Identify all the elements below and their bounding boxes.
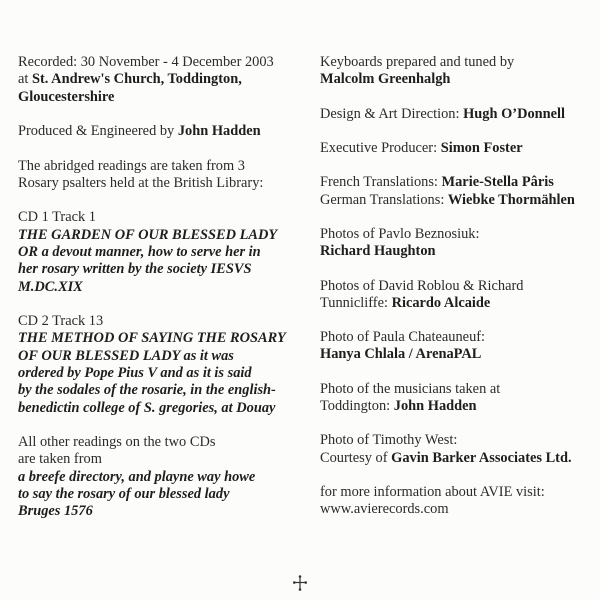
- text-line: [18, 330, 310, 347]
- credits-left-column: [18, 54, 310, 538]
- credit-block: [320, 278, 600, 312]
- credits-right-column: [320, 54, 600, 536]
- text-line: [18, 175, 310, 192]
- text-line: [320, 381, 600, 398]
- text-line: [18, 400, 310, 417]
- text-line: [320, 398, 600, 415]
- text-line: [320, 54, 600, 71]
- label-text: Courtesy of: [320, 449, 392, 466]
- label-text: Keyboards prepared and tuned by: [320, 54, 515, 70]
- label-text: Photo of Paula Chateauneuf:: [320, 329, 486, 346]
- credit-block: [18, 209, 310, 295]
- text-line: [320, 174, 600, 191]
- credit-name: Marie-Stella Pâris: [441, 174, 554, 191]
- text-line: [320, 106, 600, 123]
- text-line: [18, 348, 310, 365]
- credit-name: John Hadden: [177, 123, 261, 140]
- credit-block: [18, 313, 310, 417]
- credit-name: Richard Haughton: [320, 243, 436, 260]
- text-line: [18, 382, 310, 399]
- credit-block: [320, 140, 600, 157]
- credit-name: Gloucestershire: [18, 88, 115, 105]
- credit-block: [18, 123, 310, 140]
- label-text: Photo of the musicians taken at: [320, 380, 501, 397]
- text-line: [18, 158, 310, 175]
- text-line: [18, 279, 310, 296]
- credit-block: [18, 158, 310, 193]
- text-line: [18, 486, 310, 503]
- label-text: at: [18, 71, 32, 88]
- title-text: by the sodales of the rosarie, in the english-: [18, 382, 276, 399]
- credit-block: [320, 174, 600, 208]
- credit-block: [18, 54, 310, 106]
- title-text: benedictin college of S. gregories, at Douay: [18, 399, 276, 416]
- text-line: [18, 261, 310, 278]
- credit-name: Simon Foster: [440, 139, 523, 156]
- label-text: Executive Producer:: [320, 139, 441, 156]
- text-line: [18, 313, 310, 330]
- label-text: www.avierecords.com: [320, 501, 449, 518]
- text-line: [18, 503, 310, 520]
- label-text: German Translations:: [320, 191, 448, 208]
- title-text: OF OUR BLESSED LADY as it was: [18, 347, 234, 364]
- label-text: Photos of David Roblou & Richard: [320, 277, 524, 294]
- text-line: [320, 278, 600, 295]
- title-text: OR a devout manner, how to serve her in: [18, 243, 261, 260]
- label-text: Tunnicliffe:: [320, 294, 392, 311]
- text-line: [320, 226, 600, 243]
- text-line: [18, 123, 310, 140]
- text-line: [320, 346, 600, 363]
- label-text: The abridged readings are taken from 3: [18, 157, 245, 174]
- title-text: her rosary written by the society IESVS: [18, 261, 252, 278]
- text-line: [320, 432, 600, 449]
- text-line: [320, 192, 600, 209]
- credit-block: [320, 484, 600, 518]
- label-text: for more information about AVIE visit:: [320, 483, 545, 500]
- text-line: [18, 209, 310, 226]
- text-line: [18, 244, 310, 261]
- credit-block: [320, 226, 600, 260]
- text-line: [320, 295, 600, 312]
- title-text: M.DC.XIX: [18, 278, 83, 295]
- text-line: [320, 484, 600, 501]
- credit-name: Malcolm Greenhalgh: [320, 71, 451, 88]
- credit-block: [18, 434, 310, 520]
- label-text: All other readings on the two CDs: [18, 433, 216, 450]
- text-line: [18, 89, 310, 106]
- label-text: Recorded: 30 November - 4 December 2003: [18, 54, 274, 70]
- text-line: [320, 450, 600, 467]
- title-text: Bruges 1576: [18, 503, 93, 520]
- label-text: French Translations:: [320, 174, 442, 191]
- label-text: are taken from: [18, 451, 102, 468]
- title-text: THE METHOD OF SAYING THE ROSARY: [18, 330, 286, 347]
- credit-name: Hanya Chlala / ArenaPAL: [320, 346, 482, 363]
- text-line: [18, 469, 310, 486]
- credit-name: Hugh O’Donnell: [463, 105, 566, 122]
- credit-name: Gavin Barker Associates Ltd.: [391, 449, 572, 466]
- credit-block: [320, 329, 600, 363]
- label-text: Design & Art Direction:: [320, 105, 464, 122]
- text-line: [320, 243, 600, 260]
- credit-name: Ricardo Alcaide: [391, 294, 491, 311]
- text-line: [320, 329, 600, 346]
- text-line: [18, 365, 310, 382]
- credit-name: John Hadden: [393, 397, 477, 414]
- credit-block: [320, 54, 600, 88]
- text-line: [18, 71, 310, 88]
- title-text: a breefe directory, and playne way howe: [18, 468, 256, 485]
- text-line: [18, 54, 310, 71]
- label-text: Photos of Pavlo Beznosiuk:: [320, 225, 480, 242]
- credit-name: St. Andrew's Church, Toddington,: [31, 71, 242, 88]
- text-line: [18, 434, 310, 451]
- text-line: [320, 501, 600, 518]
- title-text: to say the rosary of our blessed lady: [18, 485, 230, 502]
- label-text: Photo of Timothy West:: [320, 432, 458, 449]
- label-text: Toddington:: [320, 397, 394, 414]
- text-line: [18, 451, 310, 468]
- cross-ornament-icon: [293, 575, 307, 591]
- label-text: CD 1 Track 1: [18, 209, 96, 226]
- label-text: Rosary psalters held at the British Library:: [18, 174, 264, 191]
- title-text: ordered by Pope Pius V and as it is said: [18, 364, 252, 381]
- credit-name: Wiebke Thormählen: [447, 191, 575, 208]
- label-text: Produced & Engineered by: [18, 123, 178, 140]
- text-line: [320, 140, 600, 157]
- text-line: [18, 227, 310, 244]
- label-text: CD 2 Track 13: [18, 313, 104, 330]
- title-text: THE GARDEN OF OUR BLESSED LADY: [18, 226, 278, 243]
- text-line: [320, 71, 600, 88]
- credit-block: [320, 381, 600, 415]
- credit-block: [320, 106, 600, 123]
- credit-block: [320, 432, 600, 466]
